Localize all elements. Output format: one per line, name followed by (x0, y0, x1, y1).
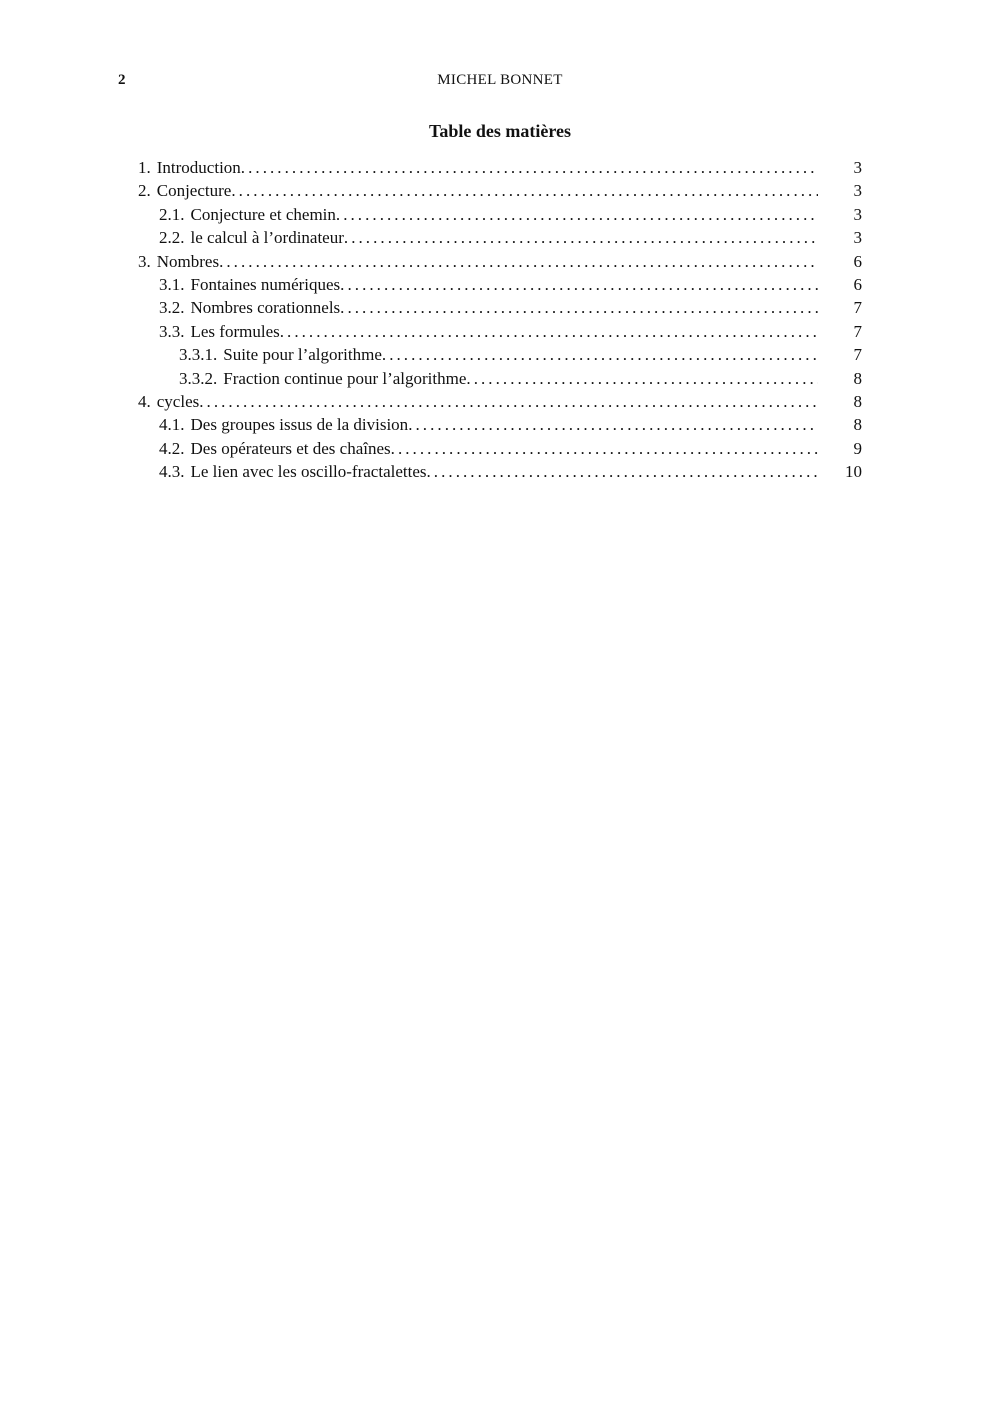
toc-entry-number: 3.3. (159, 321, 185, 341)
toc-entry-page: 3 (853, 181, 862, 201)
toc-dot-leader (427, 460, 819, 483)
toc-entry-number: 3.3.1. (179, 345, 218, 365)
toc-dot-leader (466, 367, 818, 390)
toc-entry[interactable] (138, 437, 862, 460)
toc-entry-title: Les formules (190, 321, 280, 341)
toc-entry-number: 4. (138, 391, 151, 411)
toc-entry-page: 8 (853, 391, 862, 411)
toc-entry[interactable] (138, 296, 862, 319)
toc-entry-title: le calcul à l’ordinateur (190, 228, 344, 248)
toc-entry-title: Conjecture (156, 181, 232, 201)
toc-entry-title: Conjecture et chemin (190, 204, 336, 224)
toc-entry[interactable] (138, 390, 862, 413)
toc-entry-title: Des opérateurs et des chaînes (190, 438, 391, 458)
toc-dot-leader (336, 203, 818, 226)
toc-entry-page: 7 (853, 298, 862, 318)
toc-entry[interactable] (138, 320, 862, 343)
toc-entry-title: Des groupes issus de la division (190, 415, 409, 435)
toc-entry-page: 6 (853, 251, 862, 271)
toc-entry-number: 1. (138, 158, 151, 177)
running-head: MICHEL BONNET (437, 72, 563, 88)
toc-entry-page: 3 (853, 158, 862, 177)
toc-entry-title: cycles (156, 391, 200, 411)
toc-entry-number: 2.1. (159, 204, 185, 224)
toc-entry-number: 4.3. (159, 462, 185, 482)
toc-entry[interactable] (138, 179, 862, 202)
toc-entry-page: 8 (853, 415, 862, 435)
toc-dot-leader (219, 250, 818, 273)
toc-entry-number: 4.1. (159, 415, 185, 435)
toc-dot-leader (340, 273, 818, 296)
toc-dot-leader (280, 320, 818, 343)
toc-dot-leader (340, 296, 818, 319)
toc-entry-number: 3. (138, 251, 151, 271)
toc-entry-page: 8 (853, 368, 862, 388)
toc-title: Table des matières (429, 121, 571, 141)
toc-entry-number: 2. (138, 181, 151, 201)
toc-entry-page: 7 (853, 345, 862, 365)
toc-dot-leader (408, 413, 818, 436)
toc-entry-page: 6 (853, 274, 862, 294)
toc-entry-page: 7 (853, 321, 862, 341)
toc-dot-leader (344, 226, 818, 249)
toc-entry[interactable] (138, 273, 862, 296)
toc-entry[interactable] (138, 367, 862, 390)
toc-entry-title: Fontaines numériques (190, 274, 341, 294)
toc-entry-title: Le lien avec les oscillo-fractalettes (190, 462, 427, 482)
toc-entry-title: Suite pour l’algorithme (223, 345, 382, 365)
toc-entry-page: 3 (853, 204, 862, 224)
toc-entry-number: 2.2. (159, 228, 185, 248)
toc-entry-page: 10 (845, 462, 862, 482)
toc-entry[interactable] (138, 460, 862, 483)
toc-entry[interactable] (138, 226, 862, 249)
toc-entry-number: 4.2. (159, 438, 185, 458)
toc-dot-leader (241, 156, 818, 179)
toc-entry[interactable] (138, 203, 862, 226)
toc-entry-number: 3.2. (159, 298, 185, 318)
toc-entry-number: 3.1. (159, 274, 185, 294)
toc-entry-number: 3.3.2. (179, 368, 218, 388)
toc-entry[interactable] (138, 343, 862, 366)
toc-entry-page: 9 (853, 438, 862, 458)
toc-dot-leader (231, 179, 818, 202)
table-of-contents (138, 156, 862, 483)
toc-entry-page: 3 (853, 228, 862, 248)
toc-dot-leader (391, 437, 818, 460)
toc-entry[interactable] (138, 250, 862, 273)
toc-dot-leader (382, 343, 818, 366)
toc-entry[interactable] (138, 413, 862, 436)
page-number: 2 (118, 72, 126, 88)
toc-entry-title: Introduction (156, 158, 241, 177)
toc-entry-title: Fraction continue pour l’algorithme (223, 368, 467, 388)
toc-dot-leader (199, 390, 818, 413)
toc-entry[interactable] (138, 156, 862, 179)
toc-entry-title: Nombres corationnels (190, 298, 341, 318)
toc-entry-title: Nombres (156, 251, 220, 271)
